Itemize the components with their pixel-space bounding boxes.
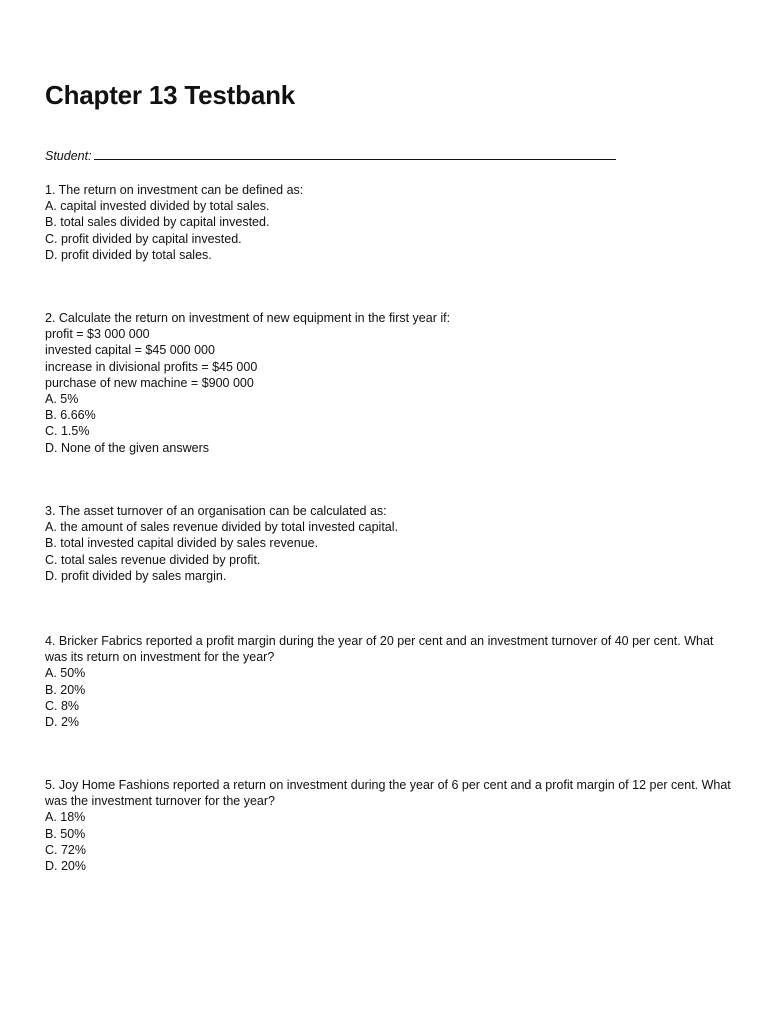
answer-option-c: C. profit divided by capital invested. — [45, 231, 242, 246]
page-title: Chapter 13 Testbank — [45, 80, 296, 110]
answer-option-c: C. 72% — [45, 842, 86, 857]
answer-option-d: D. profit divided by sales margin. — [45, 568, 227, 583]
question-stem: 3. The asset turnover of an organisation can be calculated as: — [45, 504, 387, 518]
answer-option-a: A. capital invested divided by total sales. — [45, 199, 270, 214]
answer-option-a: A. 5% — [45, 392, 79, 407]
given-profit: profit = $3 000 000 — [45, 327, 150, 342]
answer-option-a: A. 18% — [45, 810, 86, 825]
student-label: Student: — [45, 149, 92, 163]
question-1 — [45, 182, 735, 263]
student-field — [45, 148, 616, 163]
answer-option-b: B. 6.66% — [45, 408, 96, 423]
given-invested-capital: invested capital = $45 000 000 — [45, 343, 215, 358]
question-2 — [45, 310, 735, 456]
given-machine-purchase: purchase of new machine = $900 000 — [45, 375, 254, 390]
question-5 — [45, 777, 735, 874]
answer-option-d: D. 2% — [45, 715, 80, 730]
given-profit-increase: increase in divisional profits = $45 000 — [45, 359, 258, 374]
answer-option-d: D. profit divided by total sales. — [45, 247, 212, 262]
student-name-line — [94, 148, 616, 160]
question-3 — [45, 503, 735, 584]
answer-option-d: D. 20% — [45, 859, 86, 874]
question-4 — [45, 633, 735, 730]
answer-option-c: C. total sales revenue divided by profit. — [45, 552, 261, 567]
answer-option-b: B. total sales divided by capital invested. — [45, 215, 270, 230]
answer-option-b: B. 50% — [45, 826, 86, 841]
answer-option-b: B. total invested capital divided by sales revenue. — [45, 536, 319, 551]
answer-option-d: D. None of the given answers — [45, 440, 209, 455]
question-stem: 1. The return on investment can be defined as: — [45, 183, 304, 197]
question-stem: 4. Bricker Fabrics reported a profit margin during the year of 20 per cent and an investment turnover of 40 per cent. What was its return on investment for the year? — [45, 634, 714, 665]
answer-option-b: B. 20% — [45, 682, 86, 697]
question-stem: 2. Calculate the return on investment of new equipment in the first year if: — [45, 311, 451, 325]
answer-option-c: C. 1.5% — [45, 424, 90, 439]
answer-option-c: C. 8% — [45, 698, 80, 713]
question-stem: 5. Joy Home Fashions reported a return on investment during the year of 6 per cent and a profit margin of 12 per cent. What was the investment turnover for the year? — [45, 778, 731, 809]
answer-option-a: A. the amount of sales revenue divided by total invested capital. — [45, 520, 398, 535]
answer-option-a: A. 50% — [45, 666, 86, 681]
